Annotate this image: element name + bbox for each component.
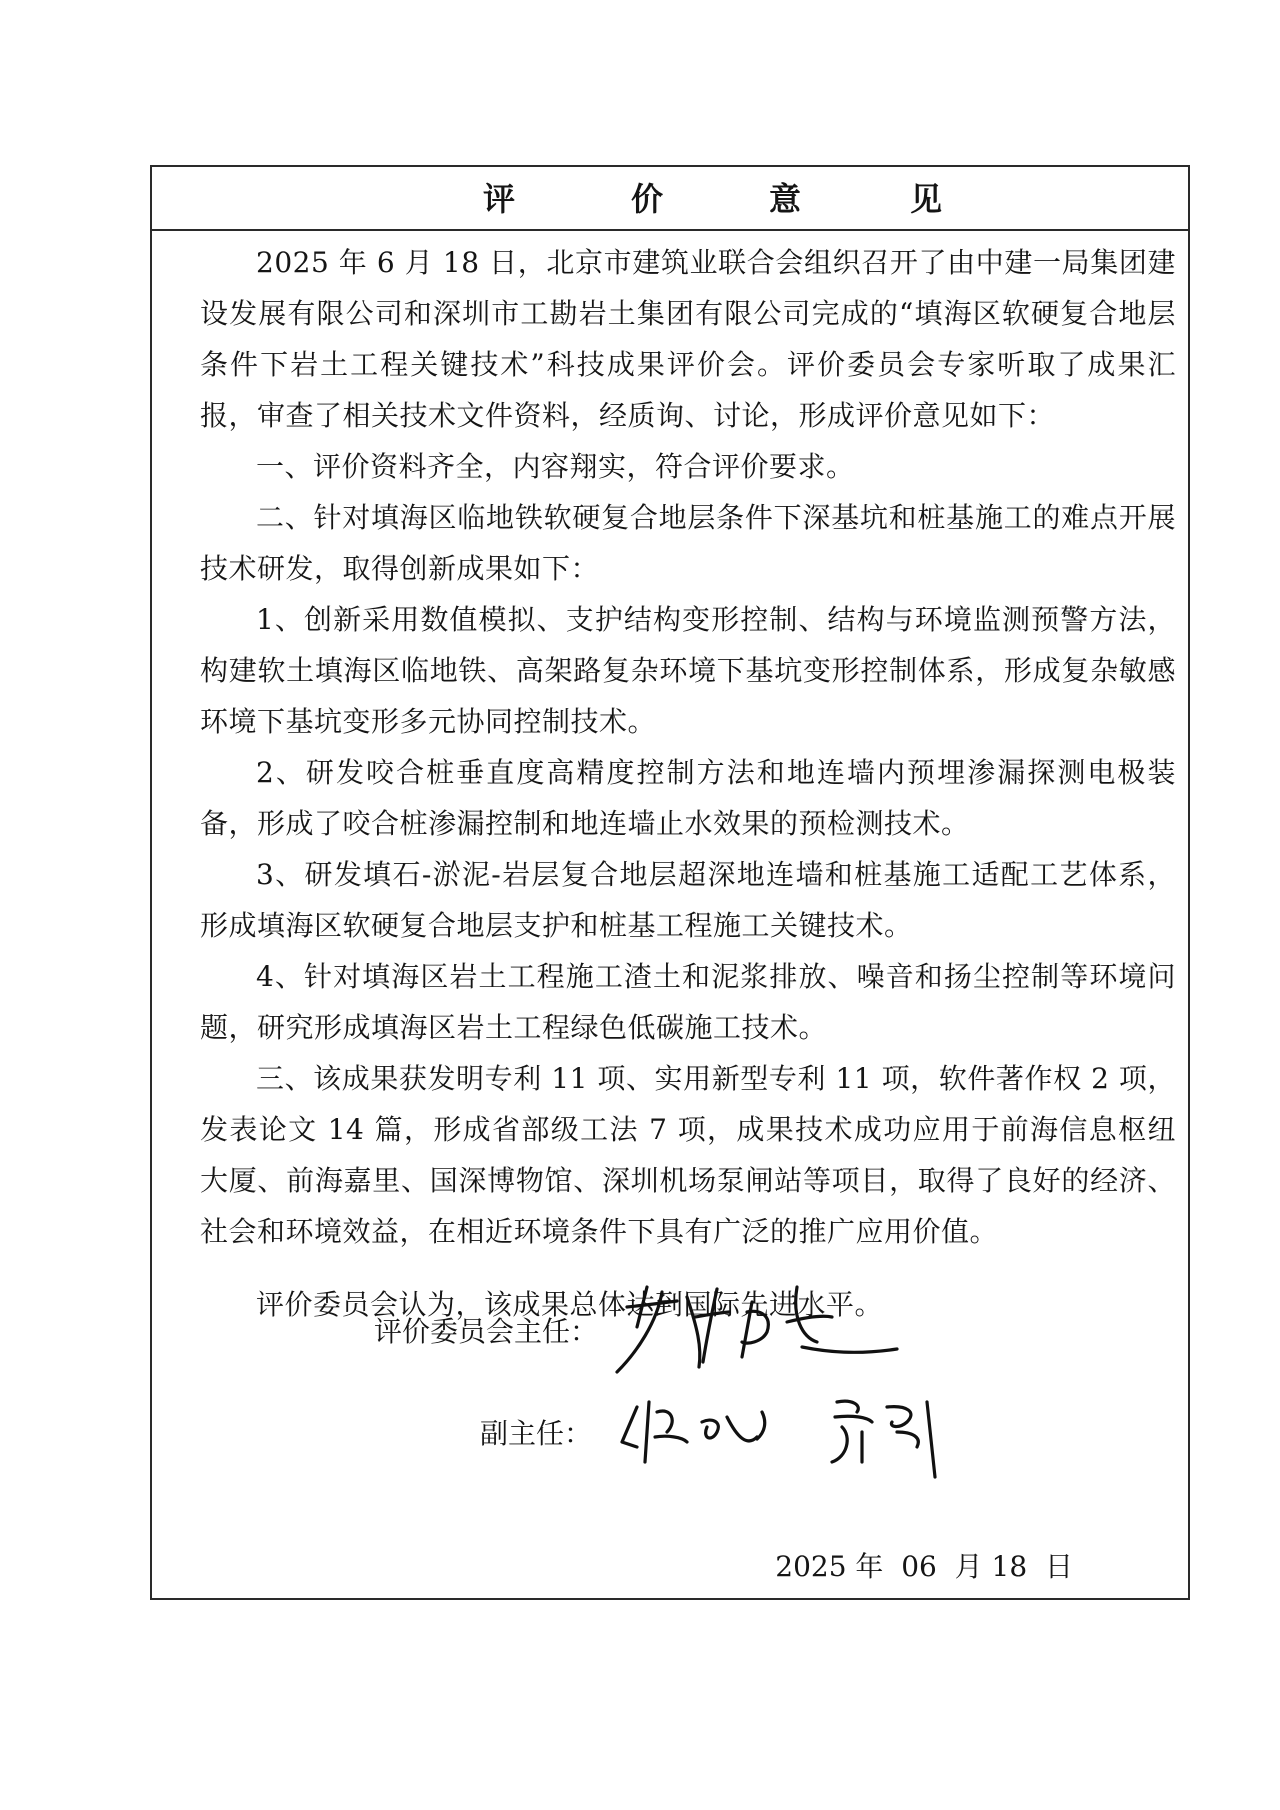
evaluation-form xyxy=(150,165,1190,1600)
title-char: 评 xyxy=(483,180,516,218)
conclusion: 评价委员会认为，该成果总体达到国际先进水平。 xyxy=(256,1288,884,1321)
title-char: 价 xyxy=(631,180,664,218)
title-char: 见 xyxy=(910,180,943,218)
paragraph-sub-4: 4、针对填海区岩土工程施工渣土和泥浆排放、噪音和扬尘控制等环境问题，研究形成填海区岩土工程绿色低碳施工技术。 xyxy=(200,960,1176,1044)
date: 2025 年 06 月 18 日 xyxy=(775,1550,1073,1583)
chair-signature xyxy=(607,1267,927,1377)
paragraph-sub-1: 1、创新采用数值模拟、支护结构变形控制、结构与环境监测预警方法，构建软土填海区临地铁、高架路复杂环境下基坑变形控制体系，形成复杂敏感环境下基坑变形多元协同控制技术。 xyxy=(200,603,1176,738)
title-char: 意 xyxy=(769,180,802,218)
paragraph-intro: 2025 年 6 月 18 日，北京市建筑业联合会组织召开了由中建一局集团建设发展有限公司和深圳市工勘岩土集团有限公司完成的“填海区软硬复合地层条件下岩土工程关键技术”科技成果评价会。评价委员会专家听取了成果汇报，审查了相关技术文件资料，经质询、讨论，形成评价意见如下： xyxy=(200,246,1176,432)
paragraph-sub-2: 2、研发咬合桩垂直度高精度控制方法和地连墙内预埋渗漏探测电极装备，形成了咬合桩渗漏控制和地连墙止水效果的预检测技术。 xyxy=(200,756,1176,840)
paragraph-item-2: 二、针对填海区临地铁软硬复合地层条件下深基坑和桩基施工的难点开展技术研发，取得创新成果如下： xyxy=(200,501,1176,585)
opinion-body xyxy=(200,237,1176,1330)
paragraph-item-1: 一、评价资料齐全，内容翔实，符合评价要求。 xyxy=(256,450,855,483)
vice-chair-label: 副主任： xyxy=(480,1417,593,1450)
vice-chair-signatures xyxy=(607,1377,1037,1487)
paragraph-item-3: 三、该成果获发明专利 11 项、实用新型专利 11 项，软件著作权 2 项，发表论文 14 篇，形成省部级工法 7 项，成果技术成功应用于前海信息枢纽大厦、前海嘉里、国深博物馆、深圳机场泵闸站等项目，取得了良好的经济、社会和环境效益，在相近环境条件下具有广泛的推广应用价值。 xyxy=(200,1062,1176,1248)
paragraph-sub-3: 3、研发填石-淤泥-岩层复合地层超深地连墙和桩基施工适配工艺体系，形成填海区软硬复合地层支护和桩基工程施工关键技术。 xyxy=(200,858,1176,942)
title-row xyxy=(152,167,1188,231)
chair-label: 评价委员会主任： xyxy=(374,1315,599,1348)
